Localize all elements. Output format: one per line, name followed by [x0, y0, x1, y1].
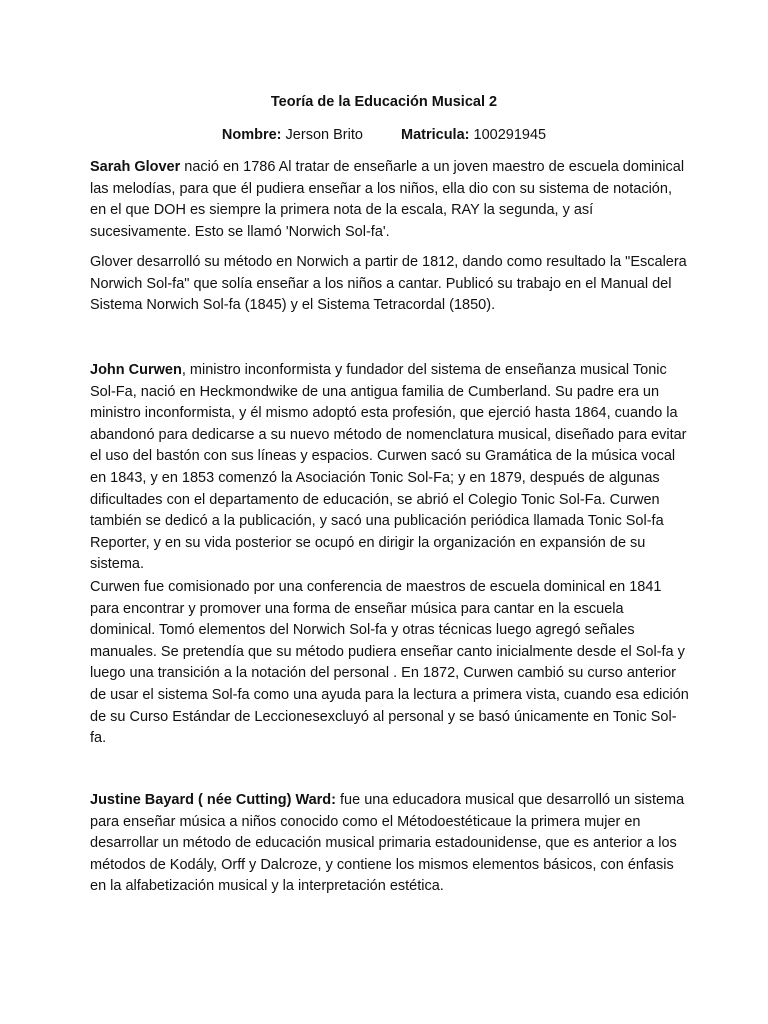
paragraph-john-curwen — [90, 360, 690, 576]
name-label: Nombre: — [221, 127, 282, 143]
paragraph-lead: Sarah Glover — [90, 159, 181, 175]
paragraph-justine-ward — [90, 790, 690, 898]
id-value: 100291945 — [473, 127, 547, 143]
paragraph-text: , ministro inconformista y fundador del sistema de enseñanza musical Tonic Sol-Fa, nació en Heckmondwike de una antigua familia de Cumberland. Su padre era un ministro inconformista, y él mismo adoptó esta profesión, que ejerció hasta 1864, cuando la abandonó para dedicarse a su nuevo método de nomenclatura musical, diseñado para evitar el uso del bastón con sus líneas y espacios. Curwen sacó su Gramática de la música vocal en 1843, y en 1853 comenzó la Asociación Tonic Sol-Fa; y en 1879, después de algunas dificultades con el departamento de educación, se abrió el Colegio Tonic Sol-Fa. Curwen también se dedicó a la publicación, y sacó una publicación periódica llamada Tonic Sol-fa Reporter, y en su vida posterior se ocupó en dirigir la organización en expansión de su sistema. — [90, 362, 687, 573]
name-value: Jerson Brito — [285, 127, 363, 143]
paragraph-text: fue una educadora musical que desarrolló un sistema para enseñar música a niños conocido como el Métodoestéticaue la primera mujer en desarrollar un método de educación musical primaria estadounidense, que es anterior a los métodos de Kodály, Orff y Dalcroze, y contiene los mismos elementos básicos, con énfasis en la alfabetización musical y la interpretación estética. — [90, 792, 685, 895]
paragraph-text: Curwen fue comisionado por una conferencia de maestros de escuela dominical en 1841 para encontrar y promover una forma de enseñar música para cantar en la escuela dominical. Tomó elementos del Norwich Sol-fa y otras técnicas luego agregó señales manuales. Se pretendía que su método pudiera enseñar canto inicialmente desde el Sol-fa y luego una transición a la notación del personal . En 1872, Curwen cambió su curso anterior de usar el sistema Sol-fa como una ayuda para la lectura a primera vista, cuando esa edición de su Curso Estándar de Leccionesexcluyó al personal y se basó únicamente en Tonic Sol-fa. — [90, 579, 689, 747]
paragraph-text: nació en 1786 Al tratar de enseñarle a un joven maestro de escuela dominical las melodías, para que él pudiera enseñar a los niños, ella dio con su sistema de notación, en el que DOH es siempre la primera nota de la escala, RAY la segunda, y así sucesivamente. Esto se llamó 'Norwich Sol-fa'. — [90, 159, 685, 240]
document-title: Teoría de la Educación Musical 2 — [270, 94, 498, 110]
paragraph-sarah-glover — [90, 157, 690, 243]
paragraph-glover-method — [90, 252, 690, 317]
id-label: Matricula: — [400, 127, 470, 143]
paragraph-text: Glover desarrolló su método en Norwich a partir de 1812, dando como resultado la "Escalera Norwich Sol-fa" que solía enseñar a los niños a cantar. Publicó su trabajo en el Manual del Sistema Norwich Sol-fa (1845) y el Sistema Tetracordal (1850). — [90, 254, 687, 314]
paragraph-lead: Justine Bayard ( née Cutting) Ward: — [90, 792, 336, 808]
paragraph-lead: John Curwen — [90, 362, 182, 378]
student-info — [0, 125, 768, 145]
paragraph-curwen-commission — [90, 577, 690, 750]
